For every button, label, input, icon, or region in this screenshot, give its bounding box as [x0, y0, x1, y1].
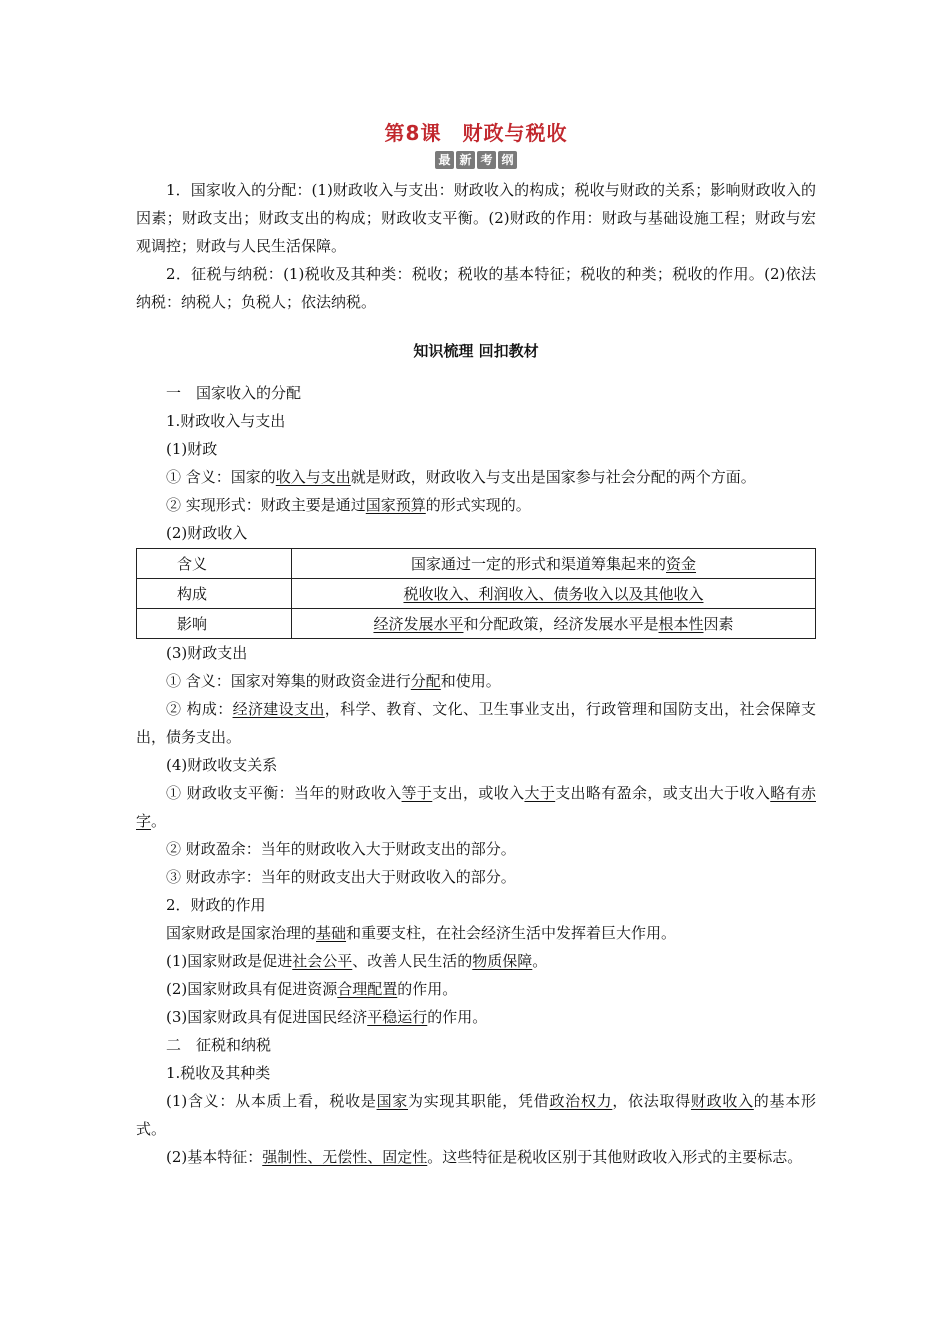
fiscal-balance: ① 财政收支平衡：当年的财政收入等于支出，或收入大于支出略有盈余，或支出大于收入略有赤字。 [136, 784, 816, 830]
revenue-table [136, 548, 816, 639]
badge-char: 纲 [498, 151, 517, 169]
blank-answer: 根本性 [658, 615, 704, 633]
badge-char: 新 [456, 151, 475, 169]
expenditure-composition: ② 构成：经济建设支出，科学、教育、文化、卫生事业支出，行政管理和国防支出，社会保障支出，债务支出。 [136, 700, 816, 746]
subheading: 2．财政的作用 [166, 896, 266, 914]
badge-char: 最 [435, 151, 454, 169]
table-row [137, 549, 816, 579]
tax-definition: (1)含义：从本质上看，税收是国家为实现其职能，凭借政治权力，依法取得财政收入的基本形式。 [136, 1092, 816, 1138]
fiscal-deficit: ③ 财政赤字：当年的财政支出大于财政收入的部分。 [166, 868, 516, 886]
blank-answer: 国家 [376, 1092, 408, 1110]
badge-char: 考 [477, 151, 496, 169]
blank-answer: 基础 [316, 924, 347, 942]
subheading: (1)财政 [166, 440, 218, 458]
expenditure-definition: ① 含义：国家对筹集的财政资金进行分配和使用。 [166, 672, 501, 690]
part1-heading: 一 国家收入的分配 [166, 384, 302, 402]
role-item-3: (3)国家财政具有促进国民经济平稳运行的作用。 [166, 1008, 488, 1026]
blank-answer: 经济发展水平 [373, 615, 464, 633]
blank-answer: 平稳运行 [367, 1008, 428, 1026]
role-item-2: (2)国家财政具有促进资源合理配置的作用。 [166, 980, 458, 998]
table-value [292, 579, 816, 609]
blank-answer: 大于 [524, 784, 556, 802]
blank-answer: 税收收入、利润收入、债务收入以及其他收入 [403, 585, 704, 603]
table-key: 含义 [137, 549, 292, 579]
blank-answer: 国家预算 [365, 496, 426, 514]
table-row [137, 579, 816, 609]
finance-role: 国家财政是国家治理的基础和重要支柱，在社会经济生活中发挥着巨大作用。 [166, 924, 677, 942]
finance-definition: ① 含义：国家的收入与支出就是财政，财政收入与支出是国家参与社会分配的两个方面。 [166, 468, 756, 486]
lesson-title: 第8课 财政与税收 [384, 121, 568, 145]
subheading: (3)财政支出 [166, 644, 248, 662]
blank-answer: 经济建设支出 [232, 700, 325, 718]
role-item-1: (1)国家财政是促进社会公平、改善人民生活的物质保障。 [166, 952, 548, 970]
outline-paragraph-1: 1．国家收入的分配：(1)财政收入与支出：财政收入的构成；税收与财政的关系；影响财政收入的因素；财政支出；财政支出的构成；财政收支平衡。(2)财政的作用：财政与基础设施工程；财政与宏观调控；财政与人民生活保障。 [136, 181, 816, 255]
section-heading: 知识梳理 回扣教材 [413, 342, 539, 360]
blank-answer: 强制性、无偿性、固定性 [262, 1148, 428, 1166]
table-key: 构成 [137, 579, 292, 609]
subheading: (4)财政收支关系 [166, 756, 278, 774]
table-value: 国家通过一定的形式和渠道筹集起来的资金 [292, 549, 816, 579]
outline-paragraph-2: 2．征税与纳税：(1)税收及其种类：税收；税收的基本特征；税收的种类；税收的作用。(2)依法纳税：纳税人；负税人；依法纳税。 [136, 265, 816, 311]
blank-answer: 等于 [401, 784, 433, 802]
blank-answer: 资金 [666, 555, 697, 573]
tax-features: (2)基本特征：强制性、无偿性、固定性。这些特征是税收区别于其他财政收入形式的主要标志。 [166, 1148, 803, 1166]
blank-answer: 合理配置 [337, 980, 398, 998]
table-key: 影响 [137, 609, 292, 639]
blank-answer: 社会公平 [292, 952, 353, 970]
blank-answer: 物质保障 [472, 952, 533, 970]
blank-answer: 财政收入 [690, 1092, 754, 1110]
subheading: 1.财政收入与支出 [166, 412, 286, 430]
latest-syllabus-badge [435, 151, 517, 169]
part2-heading: 二 征税和纳税 [166, 1036, 272, 1054]
blank-answer: 收入与支出 [275, 468, 351, 486]
subheading: 1.税收及其种类 [166, 1064, 271, 1082]
badge-row [136, 150, 816, 176]
table-row [137, 609, 816, 639]
blank-answer: 略有赤字 [136, 784, 816, 830]
subheading: (2)财政收入 [166, 524, 248, 542]
blank-answer: 分配 [410, 672, 441, 690]
fiscal-surplus: ② 财政盈余：当年的财政收入大于财政支出的部分。 [166, 840, 516, 858]
table-value: 经济发展水平和分配政策，经济发展水平是根本性因素 [292, 609, 816, 639]
blank-answer: 政治权力 [549, 1092, 613, 1110]
page-content [136, 116, 816, 1171]
finance-form: ② 实现形式：财政主要是通过国家预算的形式实现的。 [166, 496, 531, 514]
